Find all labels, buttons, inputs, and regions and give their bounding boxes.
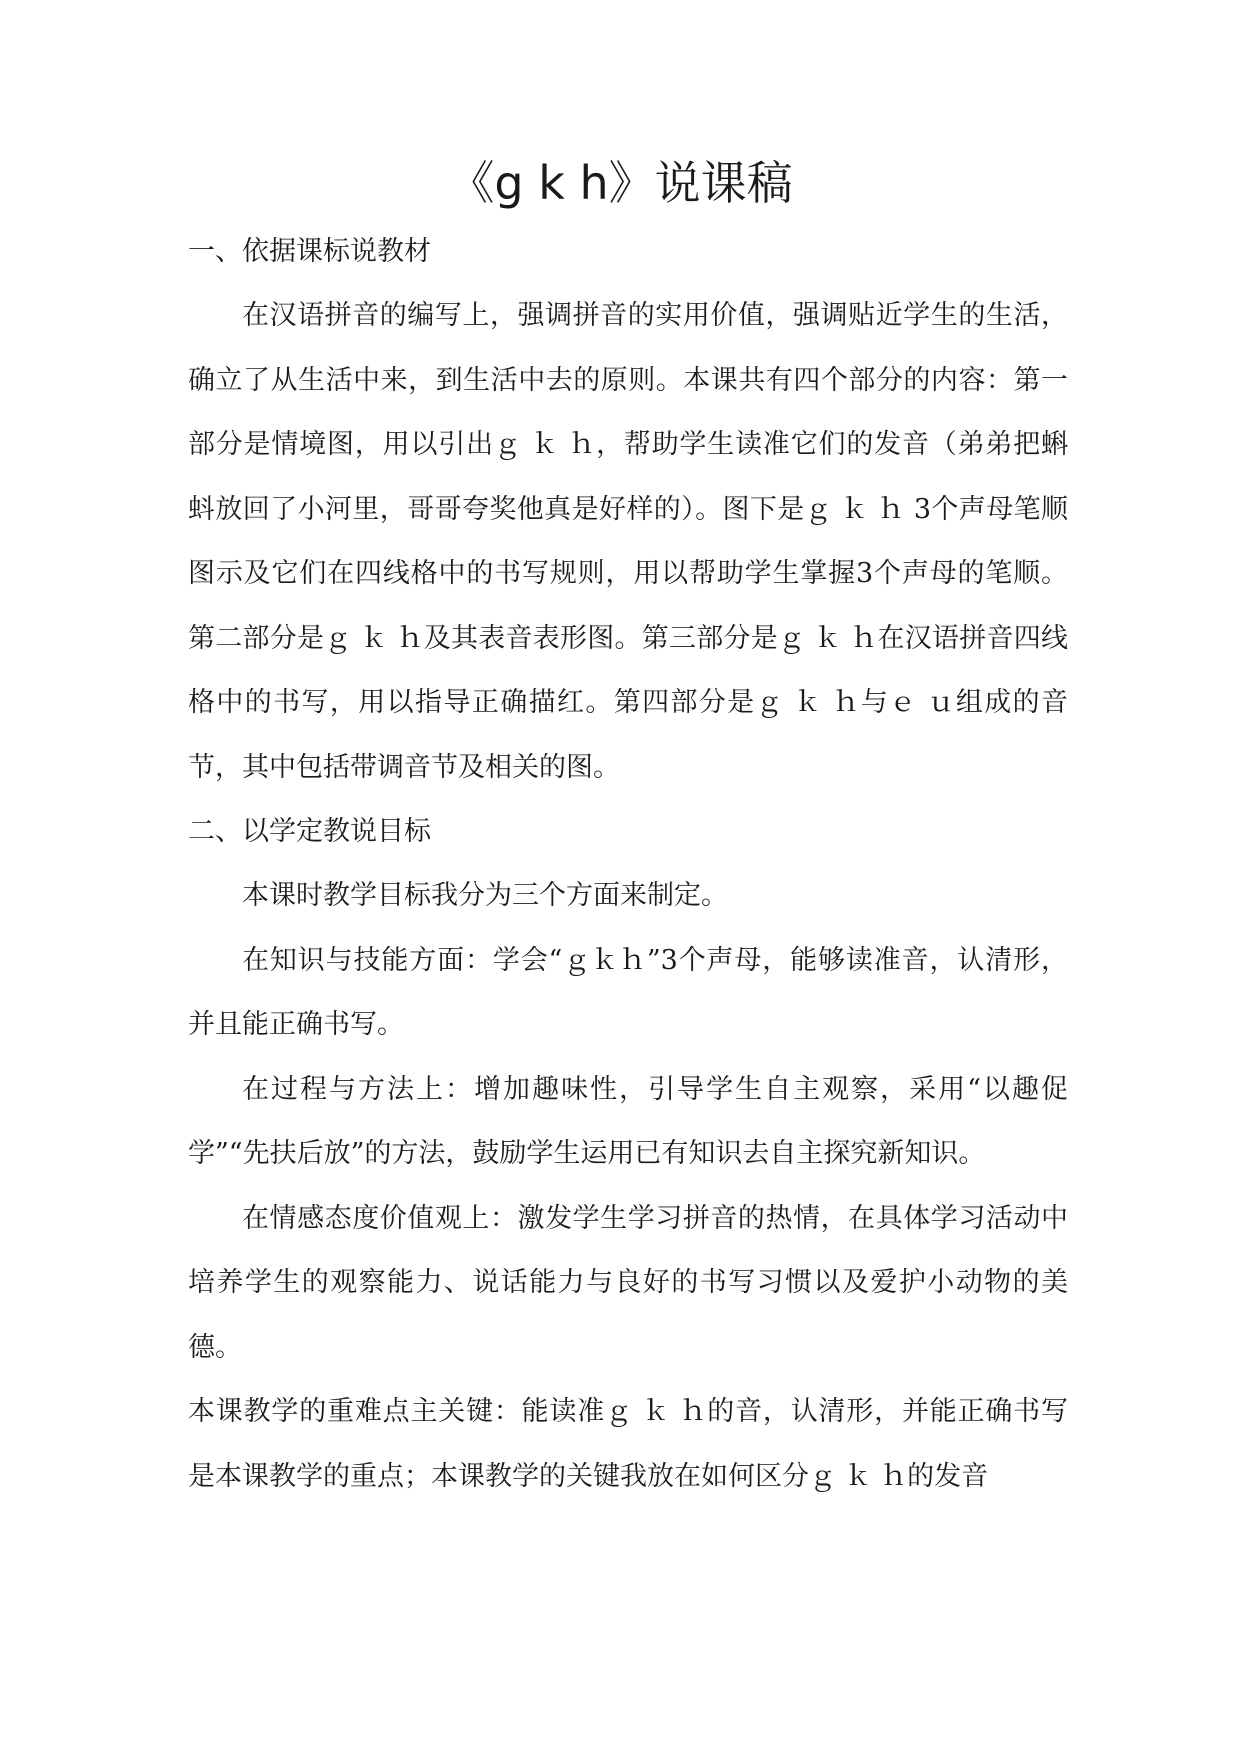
closing-paragraph: 本课教学的重难点主关键：能读准ｇ ｋ ｈ的音，认清形，并能正确书写是本课教学的重点；本课教学的关键我放在如何区分ｇ ｋ ｈ的发音 (188, 1396, 1068, 1492)
paragraph: 在过程与方法上：增加趣味性，引导学生自主观察，采用“以趣促学”“先扶后放”的方法，鼓励学生运用已有知识去自主探究新知识。 (188, 1073, 1068, 1169)
paragraph: 在汉语拼音的编写上，强调拼音的实用价值，强调贴近学生的生活，确立了从生活中来，到生活中去的原则。本课共有四个部分的内容：第一部分是情境图，用以引出ｇ ｋ ｈ，帮助学生读准它们的发音（弟弟把蝌蚪放回了小河里，哥哥夸奖他真是好样的）。图下是ｇ ｋ ｈ 3个声母笔顺图示及它们在四线格中的书写规则，用以帮助学生掌握3个声母的笔顺。第二部分是ｇ ｋ ｈ及其表音表形图。第三部分是ｇ ｋ ｈ在汉语拼音四线格中的书写，用以指导正确描红。第四部分是ｇ ｋ ｈ与ｅ ｕ组成的音节，其中包括带调音节及相关的图。 (188, 300, 1068, 783)
paragraph: 本课时教学目标我分为三个方面来制定。 (242, 880, 728, 911)
section-heading: 二、以学定教说目标 (188, 816, 431, 847)
document-body (188, 220, 1068, 1509)
document-title: 《g k h》说课稿 (448, 156, 793, 210)
paragraph: 在知识与技能方面：学会“ｇｋｈ”3个声母，能够读准音，认清形，并且能正确书写。 (188, 944, 1068, 1040)
section-heading: 一、依据课标说教材 (188, 236, 431, 267)
paragraph: 在情感态度价值观上：激发学生学习拼音的热情，在具体学习活动中培养学生的观察能力、说话能力与良好的书写习惯以及爱护小动物的美德。 (188, 1202, 1068, 1363)
